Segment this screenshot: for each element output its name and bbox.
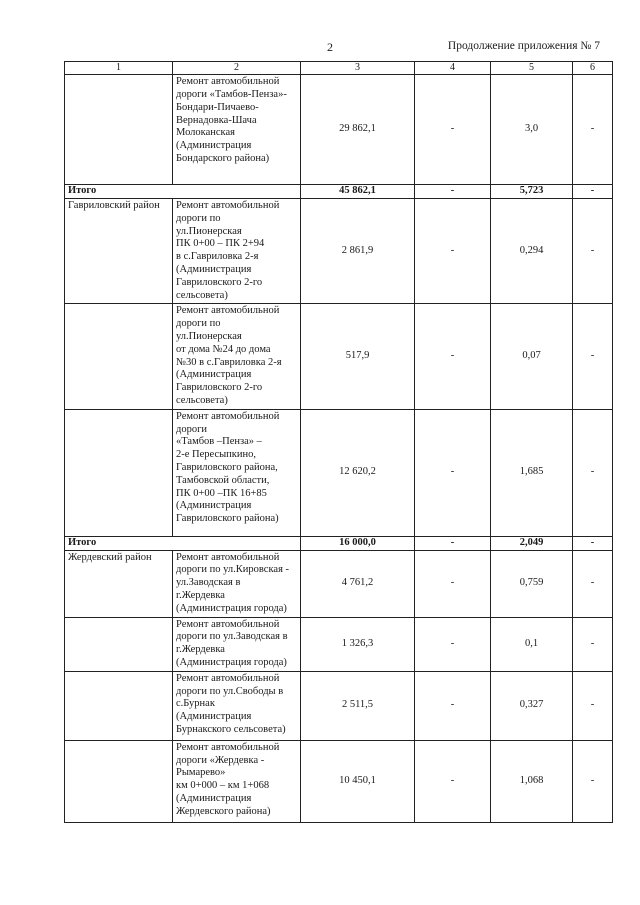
description-cell <box>173 75 301 185</box>
col4-cell: - <box>415 409 491 536</box>
description-line: (Администрация <box>176 263 252 275</box>
description-line: Ремонт автомобильной <box>176 199 280 211</box>
column-header: 6 <box>573 62 613 75</box>
description-line: Вернадовка-Шача <box>176 114 257 126</box>
total-length: 5,723 <box>491 185 573 199</box>
amount-cell: 29 862,1 <box>301 75 415 185</box>
appendix-table <box>64 61 613 823</box>
total-row <box>65 536 613 550</box>
description-line: Гавриловского района, <box>176 461 278 473</box>
table-row <box>65 671 613 740</box>
description-line: Ремонт автомобильной <box>176 741 280 753</box>
description-line: дороги <box>176 423 208 435</box>
description-line: г.Жердевка <box>176 644 225 656</box>
total-col6: - <box>573 536 613 550</box>
description-line: (Администрация <box>176 369 252 381</box>
total-label: Итого <box>65 185 301 199</box>
description-line: №30 в с.Гавриловка 2-я <box>176 356 282 368</box>
table-body <box>65 62 613 823</box>
description-line: Гавриловского района) <box>176 513 279 525</box>
amount-cell: 2 511,5 <box>301 671 415 740</box>
column-number-row <box>65 62 613 75</box>
description-line: дороги по ул.Заводская в <box>176 631 288 643</box>
length-cell: 1,068 <box>491 740 573 822</box>
col6-cell: - <box>573 198 613 303</box>
description-line: (Администрация <box>176 792 252 804</box>
description-line: от дома №24 до дома <box>176 343 271 355</box>
total-col6: - <box>573 185 613 199</box>
amount-cell: 1 326,3 <box>301 617 415 671</box>
description-line: Бондарского района) <box>176 152 270 164</box>
col6-cell: - <box>573 304 613 409</box>
amount-cell: 10 450,1 <box>301 740 415 822</box>
description-line: дороги по <box>176 212 221 224</box>
column-header: 3 <box>301 62 415 75</box>
page-number: 2 <box>327 40 333 54</box>
description-line: ПК 0+00 – ПК 2+94 <box>176 238 265 250</box>
length-cell: 3,0 <box>491 75 573 185</box>
description-line: (Администрация <box>176 711 252 723</box>
column-header: 4 <box>415 62 491 75</box>
col6-cell: - <box>573 617 613 671</box>
col6-cell: - <box>573 740 613 822</box>
total-label: Итого <box>65 536 301 550</box>
district-cell <box>65 409 173 536</box>
col4-cell: - <box>415 550 491 617</box>
description-cell <box>173 409 301 536</box>
table-row <box>65 740 613 822</box>
description-line: Гавриловского 2-го <box>176 276 263 288</box>
col6-cell: - <box>573 75 613 185</box>
description-line: «Тамбов –Пенза» – <box>176 436 262 448</box>
description-line: ул.Заводская в <box>176 577 241 589</box>
description-line: Ремонт автомобильной <box>176 305 280 317</box>
col6-cell: - <box>573 409 613 536</box>
district-cell <box>65 75 173 185</box>
description-line: Гавриловского 2-го <box>176 382 263 394</box>
length-cell: 0,07 <box>491 304 573 409</box>
amount-cell: 2 861,9 <box>301 198 415 303</box>
column-header: 5 <box>491 62 573 75</box>
total-row <box>65 185 613 199</box>
table-row <box>65 550 613 617</box>
description-line: Ремонт автомобильной <box>176 76 280 88</box>
description-line: (Администрация <box>176 500 252 512</box>
description-cell <box>173 198 301 303</box>
description-line: (Администрация <box>176 140 252 152</box>
table-row <box>65 617 613 671</box>
col6-cell: - <box>573 550 613 617</box>
table-row <box>65 304 613 409</box>
description-cell <box>173 304 301 409</box>
description-line: в с.Гавриловка 2-я <box>176 251 259 263</box>
description-line: Рымарево» <box>176 767 226 779</box>
column-header: 1 <box>65 62 173 75</box>
description-line: Ремонт автомобильной <box>176 551 280 563</box>
description-line: Молоканская <box>176 127 235 139</box>
district-cell <box>65 740 173 822</box>
description-line: 2-е Пересыпкино, <box>176 449 256 461</box>
amount-cell: 517,9 <box>301 304 415 409</box>
description-line: с.Бурнак <box>176 698 215 710</box>
table-row <box>65 75 613 185</box>
description-line: Ремонт автомобильной <box>176 618 280 630</box>
col4-cell: - <box>415 304 491 409</box>
length-cell: 0,294 <box>491 198 573 303</box>
col4-cell: - <box>415 75 491 185</box>
description-cell <box>173 550 301 617</box>
description-line: ул.Пионерская <box>176 225 242 237</box>
length-cell: 0,1 <box>491 617 573 671</box>
appendix-caption: Продолжение приложения № 7 <box>447 40 600 52</box>
description-line: сельсовета) <box>176 394 228 406</box>
length-cell: 0,759 <box>491 550 573 617</box>
description-cell <box>173 617 301 671</box>
district-cell <box>65 617 173 671</box>
description-cell <box>173 671 301 740</box>
col4-cell: - <box>415 740 491 822</box>
description-line: Ремонт автомобильной <box>176 672 280 684</box>
col4-cell: - <box>415 671 491 740</box>
description-line: Ремонт автомобильной <box>176 410 280 422</box>
description-line: км 0+000 – км 1+068 <box>176 780 270 792</box>
length-cell: 0,327 <box>491 671 573 740</box>
description-line: дороги по <box>176 318 221 330</box>
description-line: Тамбовской области, <box>176 474 270 486</box>
description-line: ПК 0+00 –ПК 16+85 <box>176 487 267 499</box>
district-cell: Жердевский район <box>65 550 173 617</box>
total-length: 2,049 <box>491 536 573 550</box>
col4-cell: - <box>415 198 491 303</box>
length-cell: 1,685 <box>491 409 573 536</box>
description-line: Бурнакского сельсовета) <box>176 723 286 735</box>
description-line: сельсовета) <box>176 289 228 301</box>
description-line: Бондари-Пичаево- <box>176 101 259 113</box>
col6-cell: - <box>573 671 613 740</box>
description-line: (Администрация города) <box>176 656 287 668</box>
table-row <box>65 198 613 303</box>
description-line: дороги по ул.Кировская - <box>176 564 290 576</box>
description-line: г.Жердевка <box>176 589 225 601</box>
description-line: (Администрация города) <box>176 602 287 614</box>
description-line: Жердевского района) <box>176 805 271 817</box>
description-cell <box>173 740 301 822</box>
column-header: 2 <box>173 62 301 75</box>
description-line: ул.Пионерская <box>176 330 242 342</box>
description-line: дороги «Жердевка - <box>176 754 265 766</box>
district-cell <box>65 671 173 740</box>
total-amount: 45 862,1 <box>301 185 415 199</box>
table-row <box>65 409 613 536</box>
total-col4: - <box>415 536 491 550</box>
col4-cell: - <box>415 617 491 671</box>
total-amount: 16 000,0 <box>301 536 415 550</box>
amount-cell: 12 620,2 <box>301 409 415 536</box>
description-line: дороги «Тамбов-Пенза»- <box>176 88 287 100</box>
description-line: дороги по ул.Свободы в <box>176 685 284 697</box>
district-cell <box>65 304 173 409</box>
total-col4: - <box>415 185 491 199</box>
amount-cell: 4 761,2 <box>301 550 415 617</box>
district-cell: Гавриловский район <box>65 198 173 303</box>
